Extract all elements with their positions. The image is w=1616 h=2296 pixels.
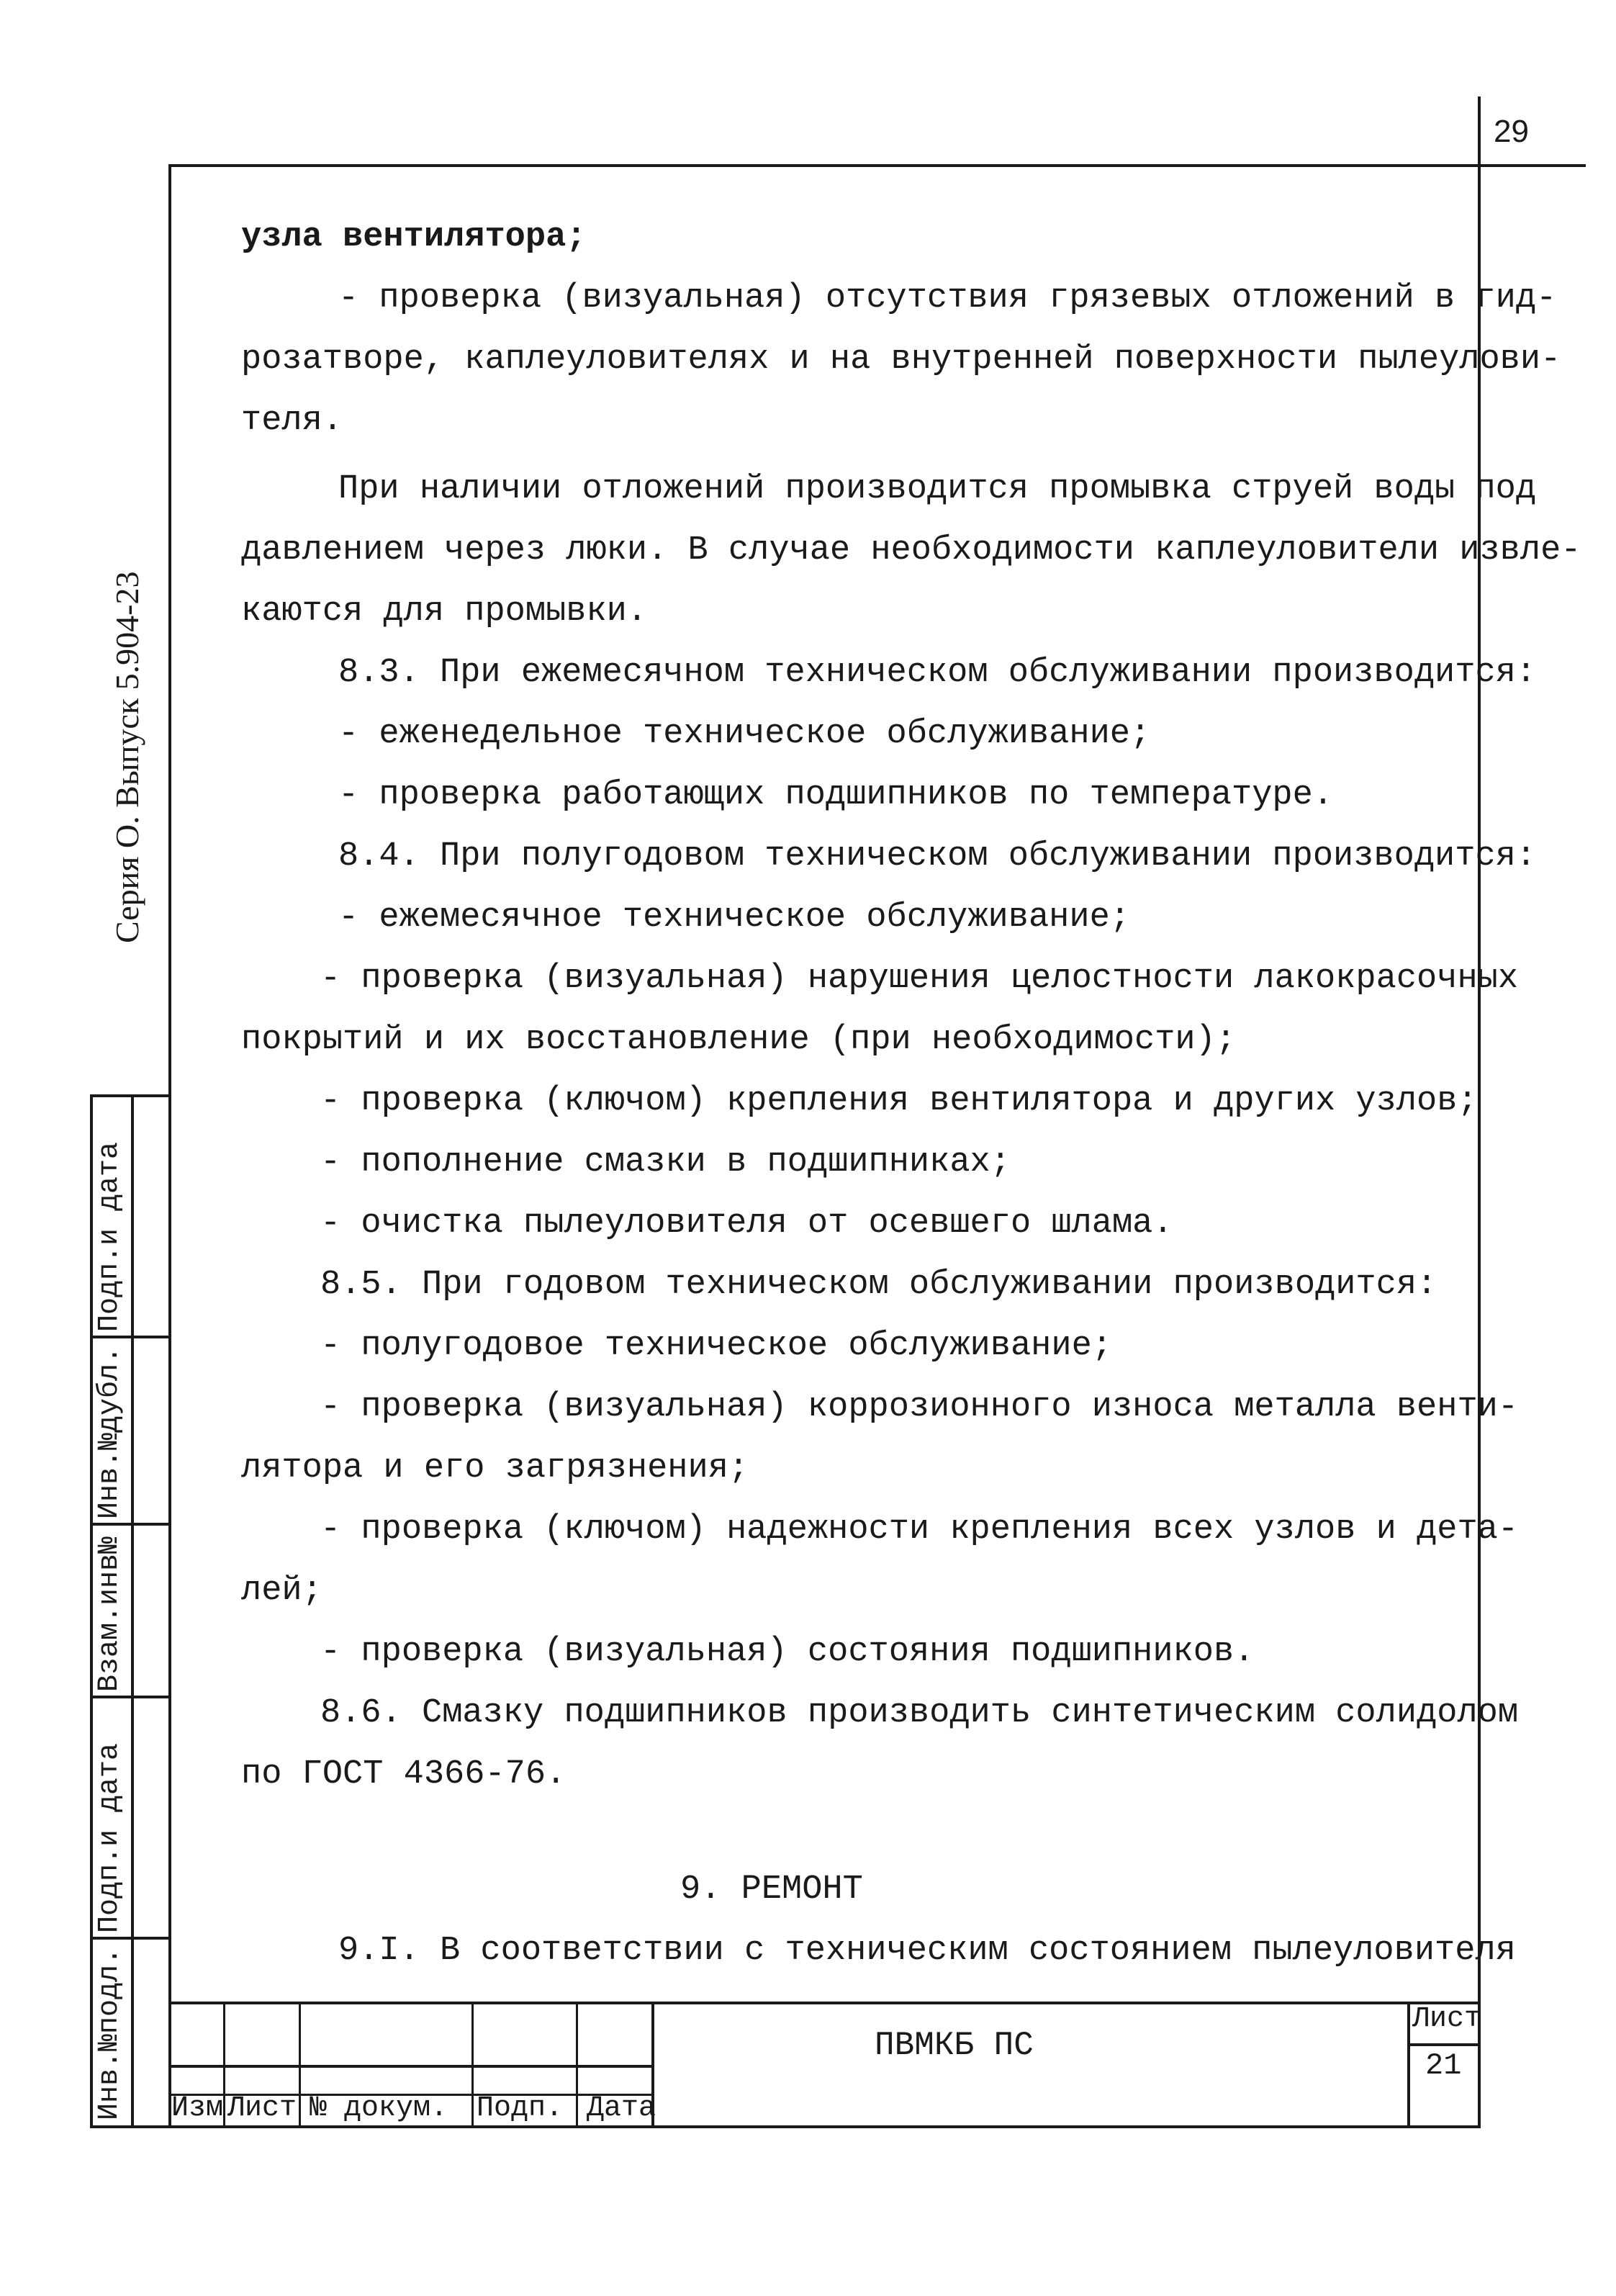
designation: ПВМКБ ПС [875,2027,1034,2064]
list-item: лей; [241,1572,322,1610]
stamp-label-inv-podl: Инв.№подл. [94,1947,126,2120]
sheet-value: 21 [1425,2048,1462,2083]
stamp-label-podp-data-1: Подп.и дата [94,1742,126,1933]
frame-left [168,164,171,2128]
section-8-4: 8.4. При полугодовом техническом обслуживании производится: [338,837,1537,875]
col-sign: Подп. [477,2092,564,2125]
text-line: При наличии отложений производится промывка струей воды под [338,470,1537,508]
list-item: - еженедельное техническое обслуживание; [338,715,1151,753]
col-doc: № докум. [310,2092,448,2125]
text-line: каются для промывки. [241,593,648,631]
stamp-inner-divider [131,1094,134,2128]
stamp-top [90,1094,171,1097]
list-item: покрытий и их восстановление (при необходимости); [241,1021,1237,1059]
section-9-1: 9.I. В соответствии с техническим состоянием пылеуловителя [338,1932,1516,1970]
titleblock-mid [168,2065,652,2068]
list-item: - проверка (визуальная) состояния подшипников. [320,1633,1255,1671]
text-line: теля. [241,402,343,440]
titleblock-col-1 [223,2002,225,2128]
titleblock-col-3 [471,2002,474,2128]
stamp-sep-1 [90,1336,171,1338]
titleblock-col-4 [576,2002,578,2128]
section-8-3: 8.3. При ежемесячном техническом обслуживании производится: [338,654,1537,692]
titleblock-col-2 [299,2002,301,2128]
series-label: Серия О. Выпуск 5.904-23 [109,571,145,943]
col-izm: Изм [171,2092,224,2125]
titleblock-sheet-divider [1407,2002,1410,2128]
list-item: - проверка (визуальная) коррозионного износа металла венти- [320,1388,1519,1426]
list-item: - проверка (ключом) крепления вентилятора и других узлов; [320,1082,1478,1120]
list-item: - очистка пылеуловителя от осевшего шлама. [320,1205,1173,1243]
stamp-label-podp-data-2: Подп.и дата [94,1141,126,1332]
text-line: узла вентилятора; [241,218,587,256]
text-line: - проверка (визуальная) отсутствия грязевых отложений в гид- [338,279,1557,318]
col-date: Дата [587,2092,656,2125]
list-item: - проверка (визуальная) нарушения целостности лакокрасочных [320,960,1519,998]
frame-right [1478,164,1481,2128]
section-heading-9: 9. РЕМОНТ [680,1870,863,1909]
list-item: - проверка работающих подшипников по температуре. [338,776,1334,814]
text-line: давлением через люки. В случае необходимости каплеуловители извле- [241,531,1581,570]
section-8-6: 8.6. Смазку подшипников производить синтетическим солидолом [320,1694,1519,1732]
stamp-label-inv-dubl: Инв.№дубл. [94,1346,126,1519]
stamp-sep-2 [90,1523,171,1526]
list-item: лятора и его загрязнения; [241,1449,749,1487]
page-number-underline [1478,164,1586,167]
page-number: 29 [1494,114,1529,149]
section-8-5: 8.5. При годовом техническом обслуживании производится: [320,1266,1437,1304]
sheet-label: Лист [1412,2003,1482,2035]
stamp-sep-3 [90,1696,171,1698]
list-item: - полугодовое техническое обслуживание; [320,1327,1112,1365]
stamp-sep-4 [90,1937,171,1940]
frame-top [168,164,1479,167]
page-number-divider [1478,96,1481,165]
list-item: - проверка (ключом) надежности крепления всех узлов и дета- [320,1511,1519,1549]
titleblock-top [168,2002,1479,2004]
col-list: Лист [227,2092,297,2125]
text-line: по ГОСТ 4366-76. [241,1755,566,1793]
stamp-outer-left [90,1094,93,2128]
stamp-label-vzam-inv: Взам.инв№ [94,1536,126,1692]
text-line: розатворе, каплеуловителях и на внутренней поверхности пылеулови- [241,341,1561,379]
titleblock-sheet-sep [1407,2043,1479,2046]
list-item: - пополнение смазки в подшипниках; [320,1143,1011,1181]
list-item: - ежемесячное техническое обслуживание; [338,899,1130,937]
